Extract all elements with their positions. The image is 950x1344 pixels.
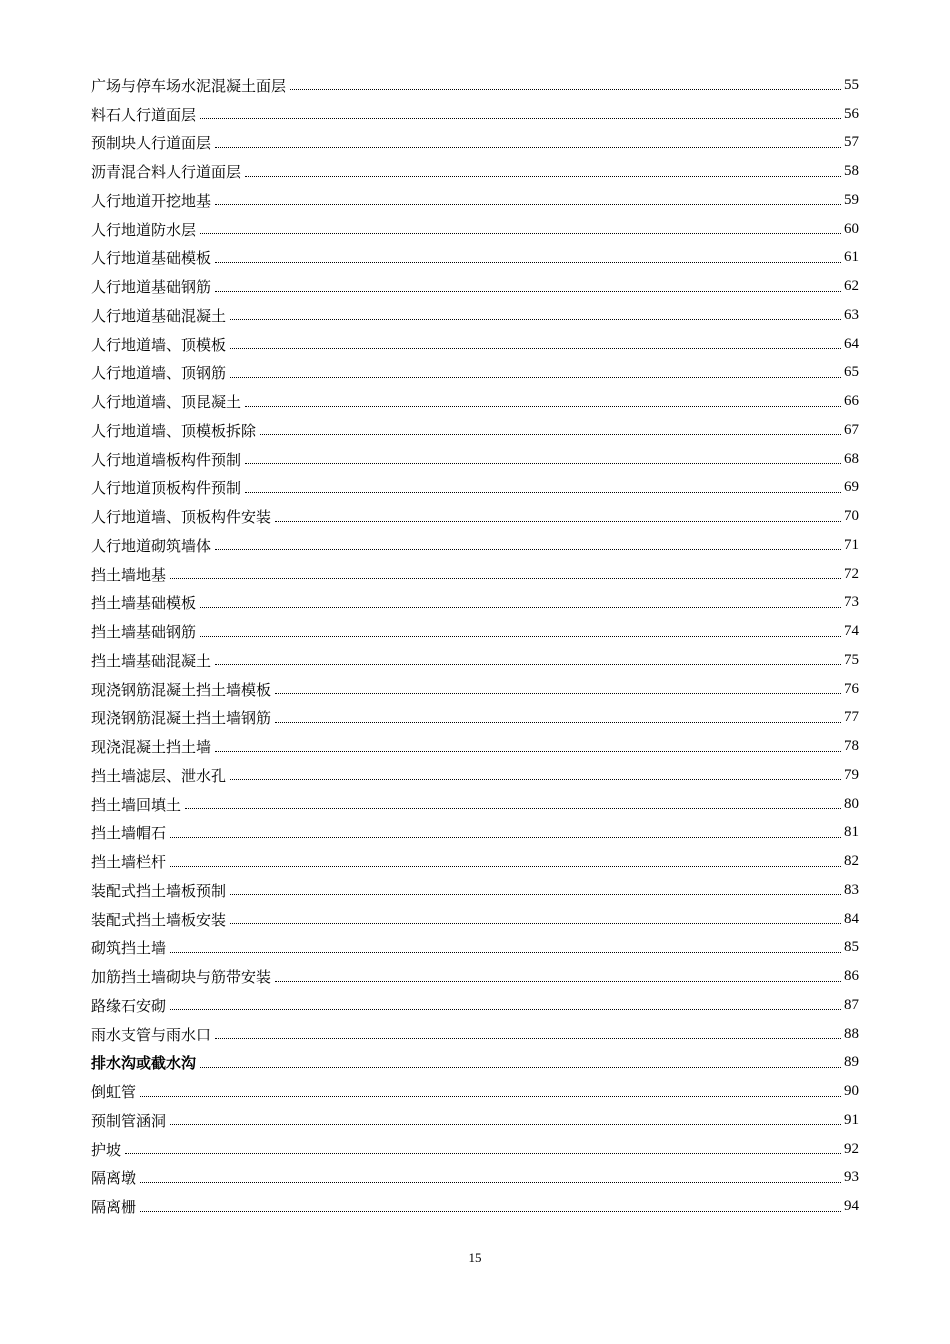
toc-entry[interactable]	[91, 617, 859, 646]
toc-entry[interactable]	[91, 1106, 859, 1135]
toc-entry-page: 66	[844, 393, 859, 410]
toc-entry[interactable]	[91, 1049, 859, 1078]
toc-dot-leader	[245, 463, 841, 464]
toc-dot-leader	[290, 89, 841, 90]
toc-entry-title: 挡土墙回填土	[91, 795, 182, 814]
toc-entry-title: 排水沟或截水沟	[91, 1054, 197, 1073]
toc-dot-leader	[215, 291, 841, 292]
toc-dot-leader	[200, 1067, 841, 1068]
toc-entry-title: 现浇混凝土挡土墙	[91, 738, 212, 757]
toc-entry[interactable]	[91, 646, 859, 675]
toc-entry[interactable]	[91, 157, 859, 186]
toc-dot-leader	[215, 262, 841, 263]
toc-entry-title: 人行地道基础钢筋	[91, 278, 212, 297]
toc-entry-page: 63	[844, 306, 859, 323]
toc-entry-page: 88	[844, 1025, 859, 1042]
toc-dot-leader	[170, 837, 841, 838]
toc-entry-page: 61	[844, 249, 859, 266]
toc-entry-title: 路缘石安砌	[91, 996, 167, 1015]
toc-entry-title: 挡土墙基础钢筋	[91, 623, 197, 642]
toc-entry-title: 隔离栅	[91, 1198, 137, 1217]
toc-entry-page: 75	[844, 651, 859, 668]
toc-dot-leader	[275, 981, 841, 982]
toc-entry[interactable]	[91, 819, 859, 848]
toc-dot-leader	[200, 636, 841, 637]
toc-dot-leader	[170, 1009, 841, 1010]
toc-entry-title: 加筋挡土墙砌块与筋带安装	[91, 968, 272, 987]
toc-entry-title: 人行地道砌筑墙体	[91, 536, 212, 555]
toc-dot-leader	[215, 204, 841, 205]
toc-dot-leader	[230, 894, 841, 895]
toc-entry-page: 87	[844, 996, 859, 1013]
toc-dot-leader	[260, 434, 841, 435]
toc-entry-title: 挡土墙地基	[91, 565, 167, 584]
toc-entry-title: 装配式挡土墙板安装	[91, 910, 227, 929]
toc-entry[interactable]	[91, 244, 859, 273]
toc-entry-title: 挡土墙帽石	[91, 824, 167, 843]
toc-entry-page: 67	[844, 421, 859, 438]
toc-entry-page: 70	[844, 508, 859, 525]
toc-entry[interactable]	[91, 704, 859, 733]
toc-dot-leader	[200, 607, 841, 608]
toc-entry[interactable]	[91, 560, 859, 589]
toc-entry-title: 人行地道顶板构件预制	[91, 479, 242, 498]
toc-entry-title: 人行地道墙板构件预制	[91, 450, 242, 469]
toc-entry[interactable]	[91, 129, 859, 158]
toc-entry-page: 80	[844, 795, 859, 812]
toc-entry-title: 人行地道墙、顶板构件安装	[91, 508, 272, 527]
toc-entry[interactable]	[91, 445, 859, 474]
toc-entry-title: 人行地道墙、顶昆凝土	[91, 393, 242, 412]
toc-entry-page: 78	[844, 738, 859, 755]
toc-entry-page: 62	[844, 278, 859, 295]
toc-entry[interactable]	[91, 416, 859, 445]
toc-entry-title: 人行地道基础混凝土	[91, 306, 227, 325]
toc-entry[interactable]	[91, 876, 859, 905]
toc-entry-page: 68	[844, 450, 859, 467]
toc-dot-leader	[275, 722, 841, 723]
toc-entry-page: 94	[844, 1198, 859, 1215]
toc-entry-page: 71	[844, 536, 859, 553]
toc-entry-page: 81	[844, 824, 859, 841]
toc-entry-page: 93	[844, 1169, 859, 1186]
toc-entry-title: 现浇钢筋混凝土挡土墙模板	[91, 680, 272, 699]
toc-entry-page: 69	[844, 479, 859, 496]
toc-entry-page: 74	[844, 623, 859, 640]
toc-dot-leader	[230, 348, 841, 349]
toc-entry[interactable]	[91, 905, 859, 934]
toc-entry-title: 沥青混合料人行道面层	[91, 163, 242, 182]
toc-entry-page: 83	[844, 881, 859, 898]
toc-entry-page: 73	[844, 594, 859, 611]
toc-entry[interactable]	[91, 1020, 859, 1049]
toc-entry-page: 56	[844, 105, 859, 122]
toc-dot-leader	[215, 549, 841, 550]
toc-dot-leader	[215, 147, 841, 148]
toc-entry-title: 砌筑挡土墙	[91, 939, 167, 958]
toc-entry-page: 64	[844, 335, 859, 352]
toc-entry[interactable]	[91, 1164, 859, 1193]
toc-dot-leader	[230, 319, 841, 320]
toc-dot-leader	[170, 866, 841, 867]
toc-dot-leader	[185, 808, 841, 809]
toc-dot-leader	[200, 118, 841, 119]
toc-entry-title: 人行地道开挖地基	[91, 191, 212, 210]
toc-entry-title: 人行地道墙、顶模板	[91, 335, 227, 354]
toc-entry[interactable]	[91, 186, 859, 215]
toc-dot-leader	[170, 952, 841, 953]
toc-dot-leader	[170, 578, 841, 579]
toc-entry[interactable]	[91, 531, 859, 560]
toc-entry-title: 倒虹管	[91, 1083, 137, 1102]
toc-entry-title: 预制管涵洞	[91, 1111, 167, 1130]
toc-entry[interactable]	[91, 589, 859, 618]
toc-entry[interactable]	[91, 330, 859, 359]
toc-entry-title: 挡土墙栏杆	[91, 853, 167, 872]
toc-entry-title: 预制块人行道面层	[91, 134, 212, 153]
toc-entry-title: 人行地道墙、顶模板拆除	[91, 421, 257, 440]
toc-entry[interactable]	[91, 934, 859, 963]
toc-entry[interactable]	[91, 1077, 859, 1106]
toc-dot-leader	[215, 664, 841, 665]
toc-entry-title: 护坡	[91, 1140, 122, 1159]
toc-dot-leader	[245, 406, 841, 407]
toc-entry-page: 89	[844, 1054, 859, 1071]
toc-dot-leader	[230, 377, 841, 378]
toc-entry[interactable]	[91, 991, 859, 1020]
toc-entry-title: 人行地道墙、顶钢筋	[91, 364, 227, 383]
toc-entry-title: 装配式挡土墙板预制	[91, 881, 227, 900]
toc-entry-page: 91	[844, 1111, 859, 1128]
toc-dot-leader	[215, 1038, 841, 1039]
toc-entry-page: 55	[844, 76, 859, 93]
toc-entry[interactable]	[91, 387, 859, 416]
toc-dot-leader	[200, 233, 841, 234]
table-of-contents	[91, 71, 859, 1221]
toc-entry[interactable]	[91, 474, 859, 503]
toc-entry[interactable]	[91, 761, 859, 790]
toc-entry-page: 58	[844, 163, 859, 180]
toc-entry-page: 59	[844, 191, 859, 208]
toc-entry-page: 65	[844, 364, 859, 381]
toc-entry[interactable]	[91, 359, 859, 388]
toc-dot-leader	[245, 176, 841, 177]
toc-entry[interactable]	[91, 215, 859, 244]
page-number: 15	[468, 1250, 482, 1265]
toc-entry-title: 人行地道防水层	[91, 220, 197, 239]
toc-entry-title: 人行地道基础模板	[91, 249, 212, 268]
toc-entry-page: 77	[844, 709, 859, 726]
toc-dot-leader	[140, 1182, 841, 1183]
toc-entry-page: 60	[844, 220, 859, 237]
toc-entry-page: 72	[844, 565, 859, 582]
toc-entry-page: 90	[844, 1083, 859, 1100]
toc-dot-leader	[140, 1096, 841, 1097]
toc-entry[interactable]	[91, 502, 859, 531]
toc-entry-title: 挡土墙基础模板	[91, 594, 197, 613]
toc-entry-page: 57	[844, 134, 859, 151]
toc-entry-page: 84	[844, 910, 859, 927]
toc-entry-title: 隔离墩	[91, 1169, 137, 1188]
toc-entry-page: 76	[844, 680, 859, 697]
toc-dot-leader	[275, 521, 841, 522]
toc-dot-leader	[125, 1153, 841, 1154]
toc-entry[interactable]	[91, 962, 859, 991]
toc-entry-page: 79	[844, 766, 859, 783]
toc-entry-title: 雨水支管与雨水口	[91, 1025, 212, 1044]
toc-entry[interactable]	[91, 100, 859, 129]
toc-entry[interactable]	[91, 71, 859, 100]
toc-dot-leader	[170, 1124, 841, 1125]
toc-entry-title: 挡土墙基础混凝土	[91, 651, 212, 670]
toc-entry-page: 85	[844, 939, 859, 956]
toc-dot-leader	[275, 693, 841, 694]
toc-entry[interactable]	[91, 790, 859, 819]
toc-dot-leader	[230, 779, 841, 780]
toc-entry[interactable]	[91, 675, 859, 704]
toc-entry[interactable]	[91, 1192, 859, 1221]
toc-entry[interactable]	[91, 732, 859, 761]
toc-entry-title: 现浇钢筋混凝土挡土墙钢筋	[91, 709, 272, 728]
toc-entry-page: 82	[844, 853, 859, 870]
toc-entry[interactable]	[91, 1135, 859, 1164]
toc-entry-page: 86	[844, 968, 859, 985]
toc-entry-title: 挡土墙滤层、泄水孔	[91, 766, 227, 785]
toc-entry-title: 料石人行道面层	[91, 105, 197, 124]
toc-entry[interactable]	[91, 301, 859, 330]
toc-dot-leader	[230, 923, 841, 924]
toc-entry[interactable]	[91, 847, 859, 876]
toc-entry-page: 92	[844, 1140, 859, 1157]
toc-entry[interactable]	[91, 272, 859, 301]
toc-dot-leader	[245, 492, 841, 493]
toc-dot-leader	[140, 1211, 841, 1212]
toc-entry-title: 广场与停车场水泥混凝土面层	[91, 76, 287, 95]
toc-dot-leader	[215, 751, 841, 752]
